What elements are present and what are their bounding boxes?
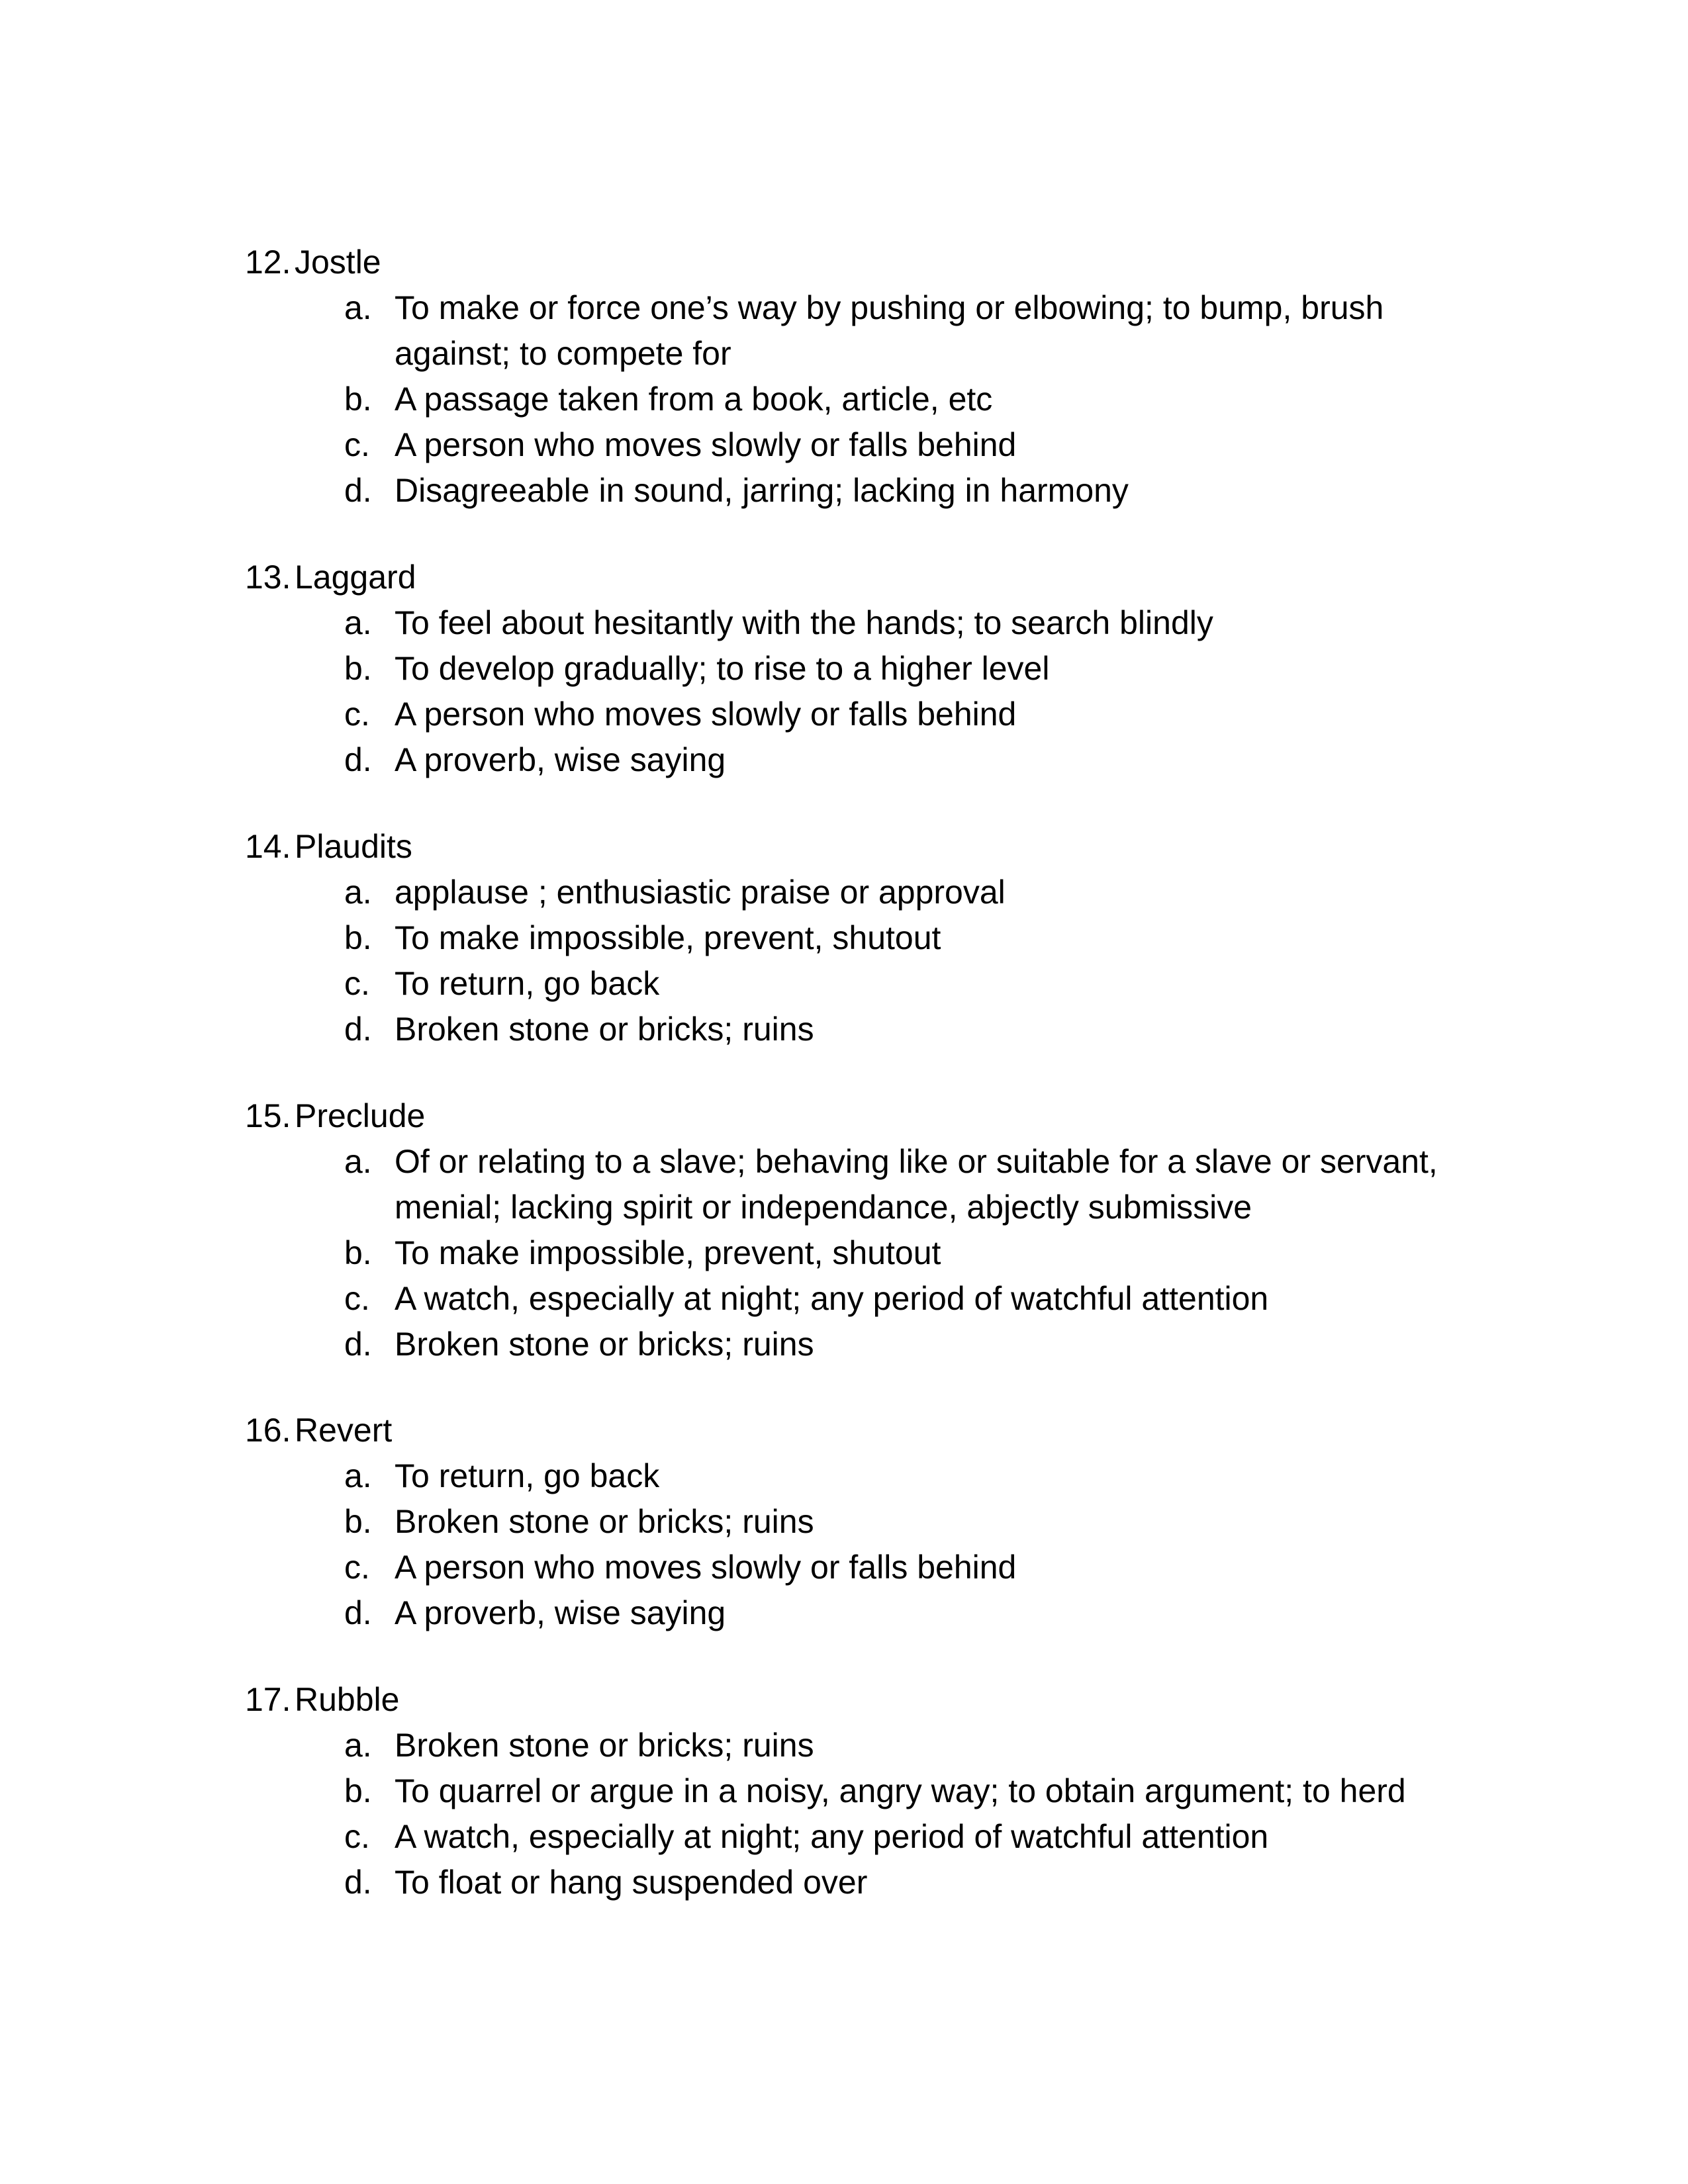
option-letter: c. xyxy=(344,1549,370,1586)
question-number: 17. xyxy=(245,1681,291,1718)
question-word: Jostle xyxy=(295,244,381,281)
option-text: To make or force one’s way by pushing or elbowing; to bump, brush against; to compete for xyxy=(395,289,1384,372)
option-a xyxy=(245,285,1503,377)
option-a xyxy=(245,870,1503,915)
option-text: To make impossible, prevent, shutout xyxy=(395,919,941,956)
option-c xyxy=(245,692,1503,737)
option-c xyxy=(245,422,1503,468)
option-text: A person who moves slowly or falls behind xyxy=(395,1549,1017,1586)
option-letter: b. xyxy=(344,1234,372,1271)
option-text: Broken stone or bricks; ruins xyxy=(395,1503,814,1540)
option-text: applause ; enthusiastic praise or approval xyxy=(395,874,1006,911)
question-word: Revert xyxy=(295,1412,393,1449)
option-text: To return, go back xyxy=(395,1457,660,1494)
option-text: A watch, especially at night; any period of watchful attention xyxy=(395,1280,1269,1317)
option-letter: a. xyxy=(344,1727,372,1764)
question-word: Preclude xyxy=(295,1097,426,1134)
option-letter: c. xyxy=(344,696,370,733)
answer-options xyxy=(245,870,1503,1052)
option-text: Broken stone or bricks; ruins xyxy=(395,1727,814,1764)
question-heading xyxy=(245,824,1503,870)
question-number: 16. xyxy=(245,1412,291,1449)
option-text: To feel about hesitantly with the hands; to search blindly xyxy=(395,604,1213,641)
option-letter: c. xyxy=(344,1818,370,1855)
question-heading xyxy=(245,1093,1503,1139)
option-letter: d. xyxy=(344,472,372,509)
question-heading xyxy=(245,1677,1503,1723)
option-text: A passage taken from a book, article, etc xyxy=(395,381,993,418)
question-word: Rubble xyxy=(295,1681,400,1718)
question-number: 15. xyxy=(245,1097,291,1134)
option-b xyxy=(245,1230,1503,1276)
option-letter: d. xyxy=(344,1011,372,1048)
question-number: 14. xyxy=(245,828,291,865)
option-letter: c. xyxy=(344,1280,370,1317)
option-text: To float or hang suspended over xyxy=(395,1864,868,1901)
option-c xyxy=(245,1545,1503,1590)
question-heading xyxy=(245,1408,1503,1453)
question-heading xyxy=(245,240,1503,285)
option-a xyxy=(245,1139,1503,1230)
option-text: A proverb, wise saying xyxy=(395,1594,726,1631)
option-c xyxy=(245,961,1503,1007)
option-d xyxy=(245,1322,1503,1367)
option-text: Disagreeable in sound, jarring; lacking in harmony xyxy=(395,472,1129,509)
option-d xyxy=(245,1007,1503,1052)
option-b xyxy=(245,1499,1503,1545)
option-a xyxy=(245,1723,1503,1768)
option-letter: b. xyxy=(344,1772,372,1809)
option-text: A watch, especially at night; any period of watchful attention xyxy=(395,1818,1269,1855)
option-c xyxy=(245,1814,1503,1860)
option-text: A proverb, wise saying xyxy=(395,741,726,778)
option-b xyxy=(245,646,1503,692)
answer-options xyxy=(245,1453,1503,1636)
option-letter: b. xyxy=(344,381,372,418)
option-letter: d. xyxy=(344,741,372,778)
option-letter: d. xyxy=(344,1326,372,1363)
option-text: To develop gradually; to rise to a higher level xyxy=(395,650,1050,687)
option-letter: a. xyxy=(344,289,372,326)
option-text: Broken stone or bricks; ruins xyxy=(395,1326,814,1363)
question-number: 13. xyxy=(245,559,291,596)
answer-options xyxy=(245,285,1503,514)
answer-options xyxy=(245,1723,1503,1905)
option-text: A person who moves slowly or falls behind xyxy=(395,696,1017,733)
option-c xyxy=(245,1276,1503,1322)
answer-options xyxy=(245,1139,1503,1367)
option-text: To return, go back xyxy=(395,965,660,1002)
option-letter: d. xyxy=(344,1864,372,1901)
option-a xyxy=(245,600,1503,646)
option-a xyxy=(245,1453,1503,1499)
question-12 xyxy=(245,240,1503,514)
question-number: 12. xyxy=(245,244,291,281)
option-d xyxy=(245,1860,1503,1905)
option-letter: a. xyxy=(344,604,372,641)
question-word: Laggard xyxy=(295,559,416,596)
option-letter: a. xyxy=(344,874,372,911)
question-17 xyxy=(245,1677,1503,1905)
option-d xyxy=(245,1590,1503,1636)
option-letter: a. xyxy=(344,1143,372,1180)
answer-options xyxy=(245,600,1503,783)
option-text: A person who moves slowly or falls behind xyxy=(395,426,1017,463)
option-letter: c. xyxy=(344,426,370,463)
option-b xyxy=(245,1768,1503,1814)
question-15 xyxy=(245,1093,1503,1367)
question-16 xyxy=(245,1408,1503,1636)
option-b xyxy=(245,377,1503,422)
option-d xyxy=(245,737,1503,783)
option-letter: d. xyxy=(344,1594,372,1631)
question-word: Plaudits xyxy=(295,828,412,865)
option-text: To quarrel or argue in a noisy, angry way; to obtain argument; to herd xyxy=(395,1772,1406,1809)
option-b xyxy=(245,915,1503,961)
option-text: Broken stone or bricks; ruins xyxy=(395,1011,814,1048)
option-letter: a. xyxy=(344,1457,372,1494)
option-letter: b. xyxy=(344,650,372,687)
option-letter: b. xyxy=(344,1503,372,1540)
option-text: Of or relating to a slave; behaving like or suitable for a slave or servant, menial; lacking spirit or independance, abjectly submissive xyxy=(395,1143,1438,1226)
question-13 xyxy=(245,555,1503,783)
question-14 xyxy=(245,824,1503,1052)
option-text: To make impossible, prevent, shutout xyxy=(395,1234,941,1271)
option-d xyxy=(245,468,1503,514)
question-heading xyxy=(245,555,1503,600)
option-letter: b. xyxy=(344,919,372,956)
option-letter: c. xyxy=(344,965,370,1002)
